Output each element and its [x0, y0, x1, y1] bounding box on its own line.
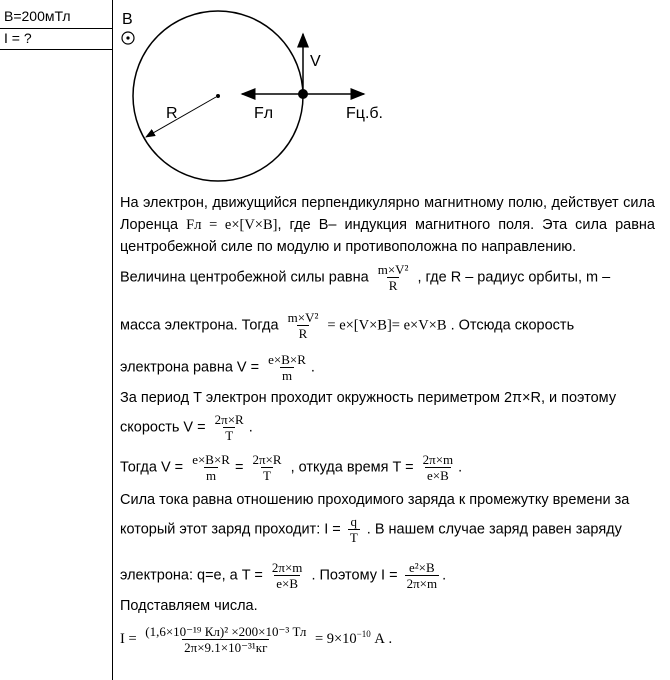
- radius-arrow: [146, 97, 216, 137]
- line-charge: который этот заряд проходит: I = $\frac{q}{T}$ . В нашем случае заряд равен заряду: [120, 514, 622, 545]
- given-separator: [112, 0, 113, 680]
- fraction-mv2-r: $\frac{\text{m×V²}}{R}$: [377, 262, 409, 293]
- velocity-label: V: [310, 53, 321, 70]
- line-electron-charge: электрона: q=e, а T = $\frac{2\pi\times m}{e\times B}$ . Поэтому I = $\frac{\text{e²×B}}{2\pi\times m}$ .: [120, 560, 447, 591]
- fraction-q-t: $\frac{q}{T}$: [349, 514, 358, 545]
- given-divider: [0, 28, 112, 29]
- final-formula: I = $\frac{\text{(1,6×10⁻¹⁹ Кл)² ×200×10⁻³ Тл}}{\text{2π×9.1×10⁻³¹кг}}$ = $9\times 10^{-10}$ А .: [120, 624, 393, 655]
- line-period: За период T электрон проходит окружность периметром 2π×R, и поэтому: [120, 390, 617, 406]
- given-b-value: B=200мТл: [4, 8, 71, 24]
- given-find: I = ?: [4, 30, 32, 46]
- orbit-diagram: [114, 0, 414, 195]
- line-substitute: Подставляем числа.: [120, 598, 258, 614]
- centrifugal-label: Fц.б.: [346, 105, 383, 122]
- fraction-ebr-m: $\frac{e\times B\times R}{m}$: [268, 352, 306, 383]
- line-velocity: электрона равна V = $\frac{e\times B\times R}{m}$ .: [120, 352, 315, 383]
- orbit-center: [216, 94, 220, 98]
- given-bottom-line: [0, 49, 112, 50]
- line-speed: скорость V = $\frac{2\pi\times R}{T}$ .: [120, 412, 253, 443]
- line-mass: масса электрона. Тогда $\frac{\text{m×V²}}{R}$ = e×[V×B]= e×V×B . Отсюда скорость: [120, 310, 575, 341]
- fraction-e2b-2pim: $\frac{\text{e²×B}}{2\pi\times m}$: [406, 560, 438, 591]
- paragraph-lorentz: На электрон, движущийся перпендикулярно магнитному полю, действует сила Лоренца Fл = e×[V×B], где B– индукция магнитного поля. Эта сила равна центробежной силе по модулю и противоположна по направлению.: [120, 195, 655, 255]
- radius-label: R: [166, 105, 178, 122]
- fraction-final: $\frac{\text{(1,6×10⁻¹⁹ Кл)² ×200×10⁻³ Тл}}{\text{2π×9.1×10⁻³¹кг}}$: [145, 624, 307, 655]
- lorentz-formula: Fл = e×[V×B]: [186, 217, 278, 233]
- fraction-2pir-t: $\frac{2\pi\times R}{T}$: [214, 412, 244, 443]
- field-label: B: [122, 11, 133, 28]
- lorentz-label: Fл: [254, 105, 274, 122]
- line-then: Тогда V = $\frac{e\times B\times R}{m}$ = $\frac{2\pi\times R}{T}$ , откуда время T = $\frac{2\pi\times m}{e\times B}$ .: [120, 452, 463, 483]
- fraction-mv2-r-2: $\frac{\text{m×V²}}{R}$: [287, 310, 319, 341]
- line-centrifugal: Величина центробежной силы равна $\frac{\text{m×V²}}{R}$ , где R – радиус орбиты, m –: [120, 262, 611, 293]
- line-current: Сила тока равна отношению проходимого заряда к промежутку времени за: [120, 492, 630, 508]
